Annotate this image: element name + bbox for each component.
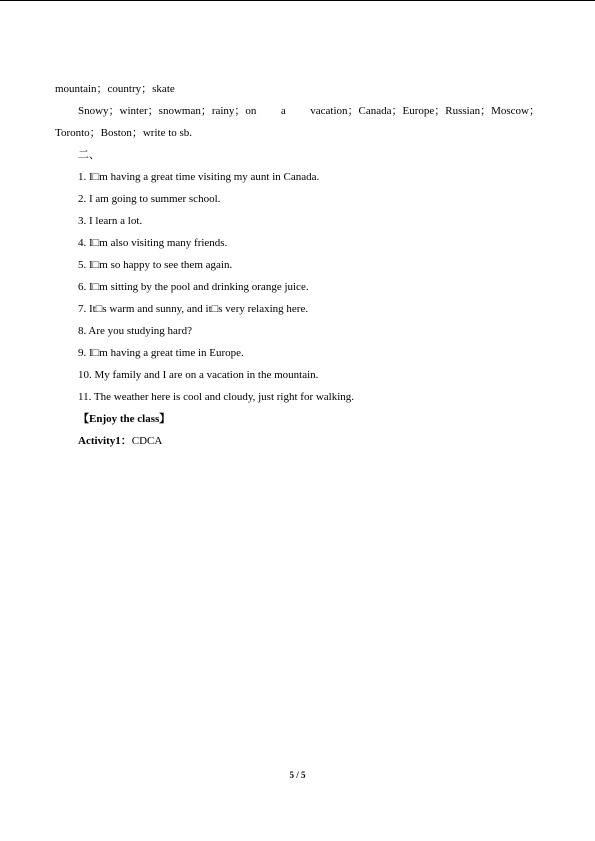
document-body bbox=[55, 78, 540, 452]
list-item: 8. Are you studying hard? bbox=[78, 325, 192, 337]
vocab-line-2: Snowy；winter；snowman；rainy；on a vacation；Canada；Europe；Russian；Moscow； bbox=[78, 105, 540, 117]
list-item: 2. I am going to summer school. bbox=[78, 193, 221, 205]
section-heading: 二、 bbox=[78, 149, 100, 161]
enjoy-heading: 【Enjoy the class】 bbox=[78, 413, 171, 425]
list-item: 10. My family and I are on a vacation in the mountain. bbox=[78, 369, 319, 381]
activity-label: Activity1： bbox=[78, 435, 132, 447]
vocab-line-1: mountain；country；skate bbox=[55, 83, 175, 95]
page-number: 5 / 5 bbox=[289, 770, 306, 780]
vocab-line-3: Toronto；Boston；write to sb. bbox=[55, 127, 193, 139]
list-item: 11. The weather here is cool and cloudy, just right for walking. bbox=[78, 391, 355, 403]
sentence-list bbox=[55, 166, 540, 408]
activity-answer: CDCA bbox=[131, 435, 163, 447]
list-item: 9. I□m having a great time in Europe. bbox=[78, 347, 244, 359]
list-item: 3. I learn a lot. bbox=[78, 215, 143, 227]
list-item: 1. I□m having a great time visiting my aunt in Canada. bbox=[78, 171, 320, 183]
list-item: 5. I□m so happy to see them again. bbox=[78, 259, 233, 271]
top-rule bbox=[0, 0, 595, 1]
list-item: 6. I□m sitting by the pool and drinking orange juice. bbox=[78, 281, 309, 293]
list-item: 7. It□s warm and sunny, and it□s very relaxing here. bbox=[78, 303, 309, 315]
list-item: 4. I□m also visiting many friends. bbox=[78, 237, 228, 249]
activity-line bbox=[55, 430, 540, 452]
